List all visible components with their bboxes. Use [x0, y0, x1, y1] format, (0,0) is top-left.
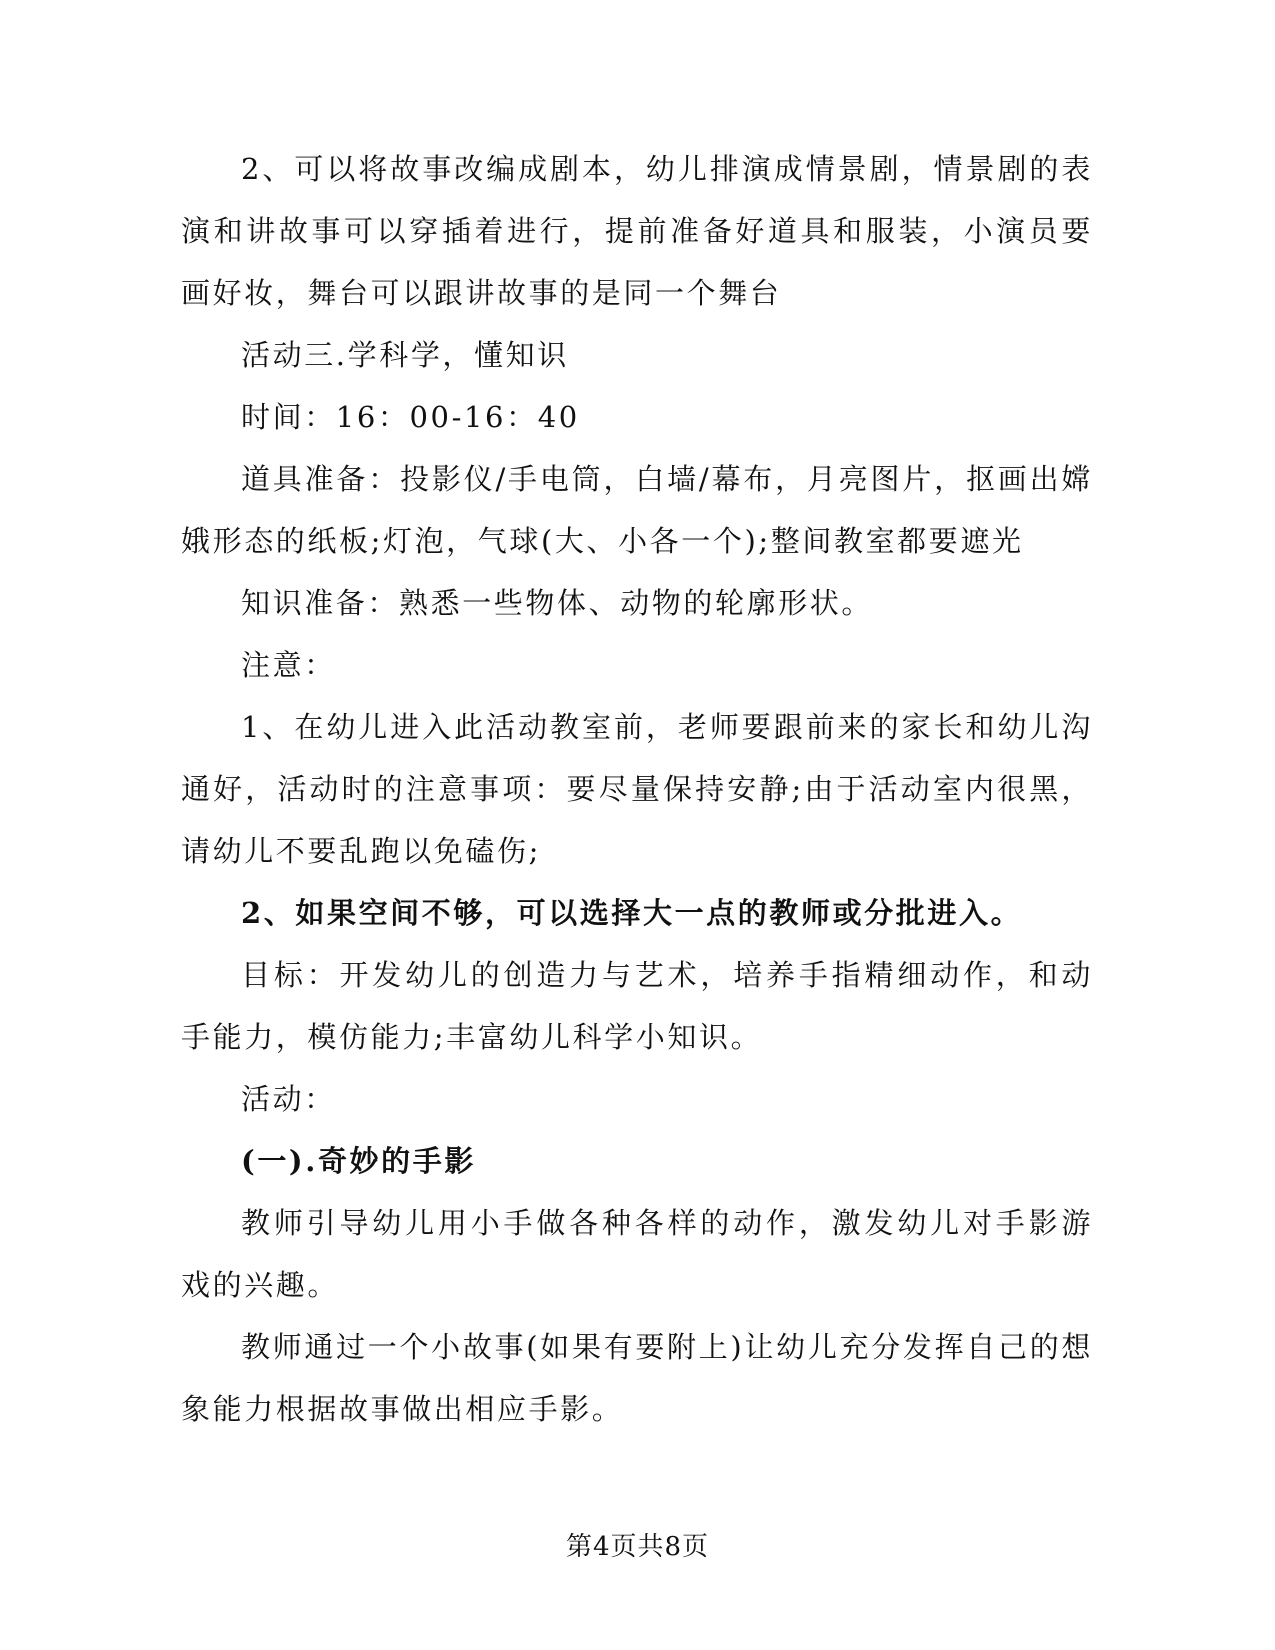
page-number: 第4页共8页	[565, 1532, 710, 1562]
paragraph-knowledge-prep: 知识准备：熟悉一些物体、动物的轮廓形状。	[241, 586, 874, 620]
paragraph-goals: 目标：开发幼儿的创造力与艺术，培养手指精细动作，和动手能力，模仿能力;丰富幼儿科学小知识。	[181, 958, 1093, 1054]
paragraph-props: 道具准备：投影仪/手电筒，白墙/幕布，月亮图片，抠画出嫦娥形态的纸板;灯泡，气球(大、小各一个);整间教室都要遮光	[181, 462, 1093, 558]
paragraph-notice-heading: 注意：	[241, 648, 336, 682]
paragraph-activity-three-heading: 活动三.学科学，懂知识	[241, 338, 569, 372]
paragraph-hand-shadow-intro: 教师引导幼儿用小手做各种各样的动作，激发幼儿对手影游戏的兴趣。	[181, 1206, 1093, 1302]
paragraph-hand-shadow-story: 教师通过一个小故事(如果有要附上)让幼儿充分发挥自己的想象能力根据故事做出相应手影。	[181, 1330, 1093, 1426]
paragraph-time: 时间：16：00-16：40	[241, 400, 580, 434]
paragraph-script-adaptation: 2、可以将故事改编成剧本，幼儿排演成情景剧，情景剧的表演和讲故事可以穿插着进行，提前准备好道具和服装，小演员要画好妆，舞台可以跟讲故事的是同一个舞台	[181, 152, 1093, 310]
paragraph-activities-heading: 活动：	[241, 1082, 336, 1116]
paragraph-notice-one: 1、在幼儿进入此活动教室前，老师要跟前来的家长和幼儿沟通好，活动时的注意事项：要尽量保持安静;由于活动室内很黑，请幼儿不要乱跑以免磕伤;	[181, 710, 1093, 868]
paragraph-notice-two: 2、如果空间不够，可以选择大一点的教师或分批进入。	[241, 896, 1023, 930]
document-body	[181, 138, 1093, 1440]
paragraph-hand-shadow-heading: (一).奇妙的手影	[241, 1144, 476, 1178]
